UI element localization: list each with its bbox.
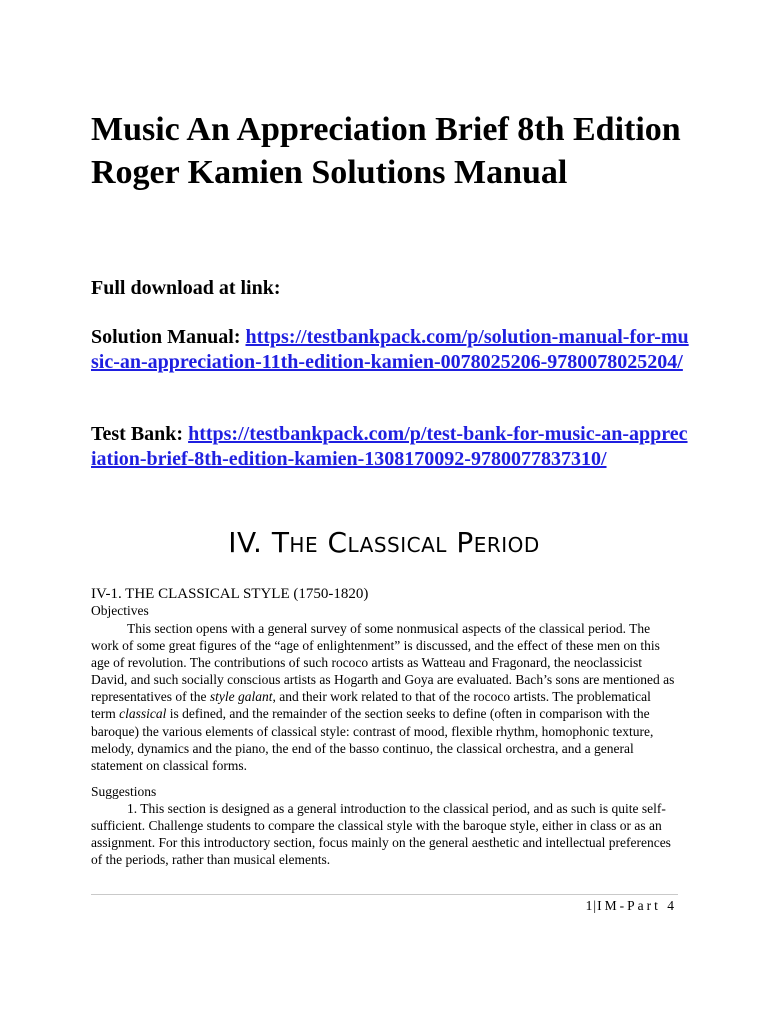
page-number: 1 <box>585 898 593 913</box>
style-galant-term: style galant <box>209 689 273 705</box>
part-label: IM-Part 4 <box>597 898 677 913</box>
suggestions-paragraph: 1. This section is designed as a general introduction to the classical period, and as such is quite self-sufficient. Challenge students to compare the classical style with the baroque style, either in class or as an assignment. For this introductory section, focus mainly on the general aesthetic and intellectual preferences of the periods, rather than musical elements. <box>91 801 671 868</box>
document-title: Music An Appreciation Brief 8th Edition Roger Kamien Solutions Manual <box>91 111 681 191</box>
solution-manual-label: Solution Manual: <box>91 326 241 348</box>
page-footer <box>586 897 677 914</box>
solution-manual-link[interactable]: https://testbankpack.com/p/solution-manual-for-music-an-appreciation-11th-edition-kamien-0078025206-9780078025204/ <box>91 326 689 373</box>
footer-separator: | <box>593 898 597 913</box>
download-heading: Full download at link: <box>91 277 281 299</box>
test-bank-label: Test Bank: <box>91 423 184 445</box>
test-bank-line <box>91 422 691 472</box>
suggestions-label: Suggestions <box>91 784 157 799</box>
section-title: IV. The Classical Period <box>228 526 540 559</box>
objectives-text-part1: This section opens with a general survey of some nonmusical aspects of the classical period. The work of some great figures of the “age of enlightenment” is discussed, and the effect of these men on this age of revolution. The contributions of such rococo artists as Watteau and Fragonard, the neoclassicist David, and such socially conscious artists as Hogarth and Goya are evaluated. Bach’s sons are mentioned as representatives of the <box>91 621 675 705</box>
footer-divider <box>91 894 678 895</box>
objectives-text-part3: is defined, and the remainder of the section seeks to define (often in comparison with the baroque) the various elements of classical style: contrast of mood, flexible rhythm, homophonic texture, melody, dynamics and the piano, the end of the basso continuo, the classical orchestra, and a general statement on classical forms. <box>91 706 654 773</box>
test-bank-link[interactable]: https://testbankpack.com/p/test-bank-for-music-an-appreciation-brief-8th-edition-kamien-1308170092-9780077837310/ <box>91 423 688 470</box>
solution-manual-line <box>91 325 691 375</box>
objectives-text-part2: , and their work related to that of the rococo artists. The problematical term <box>91 689 651 722</box>
subsection-heading: IV-1. THE CLASSICAL STYLE (1750-1820) <box>91 586 369 602</box>
classical-term: classical <box>119 706 167 722</box>
objectives-paragraph <box>91 620 677 774</box>
objectives-label: Objectives <box>91 603 149 618</box>
